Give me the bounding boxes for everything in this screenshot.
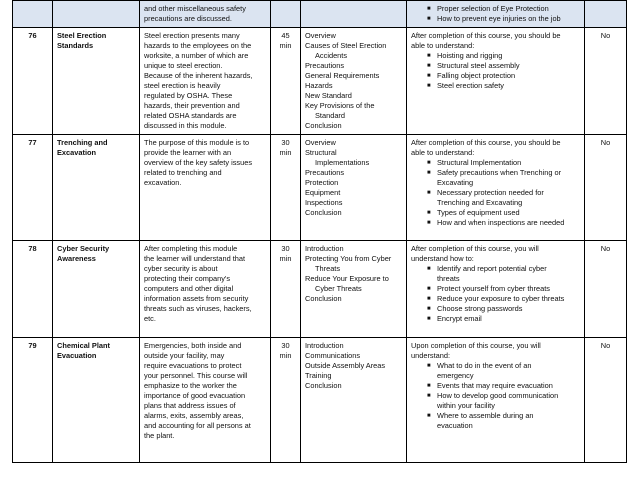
outline-item: Overview (305, 31, 336, 40)
objectives-intro: understand how to: (411, 254, 474, 263)
course-row (13, 338, 627, 463)
desc-line: After completing this module (144, 244, 238, 253)
title-line: Standards (57, 41, 94, 50)
desc-line: importance of good evacuation (144, 391, 246, 400)
objective-line: Events that may require evacuation (437, 381, 553, 390)
outline-item: Hazards (305, 81, 333, 90)
module-description (140, 28, 271, 135)
module-certificate: No (585, 135, 627, 241)
desc-line: and other miscellaneous safety (144, 4, 246, 13)
desc-line: excavation. (144, 178, 182, 187)
square-bullet-icon: ■ (427, 306, 431, 312)
course-row (13, 135, 627, 241)
outline-item: Accidents (315, 51, 348, 60)
desc-line: protecting their company's (144, 274, 231, 283)
outline-item: General Requirements (305, 71, 380, 80)
desc-line: The purpose of this module is to (144, 138, 250, 147)
desc-line: discussed in this module. (144, 121, 227, 130)
module-outline (301, 28, 407, 135)
objective-line: Protect yourself from cyber threats (437, 284, 550, 293)
module-title (53, 241, 140, 338)
title-line: Excavation (57, 148, 97, 157)
desc-line: steel erection is heavily (144, 81, 221, 90)
duration-line: min (279, 254, 292, 263)
module-duration (271, 338, 301, 463)
objective-line: Choose strong passwords (437, 304, 523, 313)
objective-line: Reduce your exposure to cyber threats (437, 294, 565, 303)
square-bullet-icon: ■ (427, 190, 431, 196)
course-row (13, 28, 627, 135)
outline-item: Precautions (305, 61, 345, 70)
objective-line: How and when inspections are needed (437, 218, 565, 227)
objective-line: Identify and report potential cyber (437, 264, 547, 273)
objective-item (411, 391, 580, 411)
desc-line: cyber security is about (144, 264, 218, 273)
outline-item: Conclusion (305, 208, 342, 217)
module-outline (301, 241, 407, 338)
objectives-list (411, 158, 580, 228)
outline-item: Training (305, 371, 332, 380)
desc-line: the plant. (144, 431, 175, 440)
outline-item: Equipment (305, 188, 341, 197)
desc-line: Steel erection presents many (144, 31, 240, 40)
outline-item: Conclusion (305, 121, 342, 130)
outline-item: Threats (315, 264, 341, 273)
objective-item (411, 218, 580, 228)
objective-line: emergency (437, 371, 474, 380)
duration-line: 45 (281, 31, 290, 40)
objective-line: How to develop good communication (437, 391, 559, 400)
continued-row (13, 1, 627, 28)
module-number: 76 (13, 28, 53, 135)
outline-item: Protecting You from Cyber (305, 254, 392, 263)
duration-line: 30 (281, 244, 290, 253)
square-bullet-icon: ■ (427, 83, 431, 89)
module-duration (271, 241, 301, 338)
objectives-list (411, 51, 580, 91)
desc-line: information assets from security (144, 294, 249, 303)
num-cell (13, 1, 53, 28)
square-bullet-icon: ■ (427, 16, 431, 22)
outline-item: Causes of Steel Erection (305, 41, 387, 50)
duration-line: 30 (281, 341, 290, 350)
objective-line: Steel erection safety (437, 81, 504, 90)
objective-item (411, 158, 580, 168)
square-bullet-icon: ■ (427, 316, 431, 322)
objective-item (411, 294, 580, 304)
square-bullet-icon: ■ (427, 53, 431, 59)
objective-line: Excavating (437, 178, 474, 187)
duration-cell (271, 1, 301, 28)
outline-item: Key Provisions of the (305, 101, 375, 110)
outline-item: Structural (305, 148, 337, 157)
module-certificate: No (585, 28, 627, 135)
certificate-cell (585, 1, 627, 28)
module-certificate: No (585, 338, 627, 463)
desc-line: related to trenching and (144, 168, 222, 177)
outline-item: Implementations (315, 158, 370, 167)
square-bullet-icon: ■ (427, 363, 431, 369)
module-title (53, 28, 140, 135)
objective-item (411, 314, 580, 324)
duration-line: min (279, 351, 292, 360)
outline-item: Introduction (305, 244, 344, 253)
course-table (12, 0, 627, 463)
objective-line: Trenching and Excavating (437, 198, 523, 207)
square-bullet-icon: ■ (427, 286, 431, 292)
module-objectives (407, 28, 585, 135)
square-bullet-icon: ■ (427, 413, 431, 419)
square-bullet-icon: ■ (427, 170, 431, 176)
objectives-intro: able to understand: (411, 148, 475, 157)
title-line: Trenching and (57, 138, 108, 147)
duration-line: min (279, 41, 292, 50)
outline-cell (301, 1, 407, 28)
objectives-intro: After completion of this course, you will (411, 244, 539, 253)
objective-line: Types of equipment used (437, 208, 520, 217)
objectives-intro: able to understand: (411, 41, 475, 50)
module-description (140, 241, 271, 338)
desc-line: the learner will understand that (144, 254, 246, 263)
desc-line: unique to steel erection. (144, 61, 223, 70)
square-bullet-icon: ■ (427, 160, 431, 166)
outline-item: Outside Assembly Areas (305, 361, 386, 370)
title-line: Cyber Security (57, 244, 110, 253)
module-outline (301, 135, 407, 241)
objective-item: ■ How to prevent eye injuries on the job (427, 14, 561, 23)
module-title (53, 135, 140, 241)
outline-item: New Standard (305, 91, 352, 100)
desc-line: require evacuations to protect (144, 361, 242, 370)
objective-item (411, 71, 580, 81)
square-bullet-icon: ■ (427, 210, 431, 216)
square-bullet-icon: ■ (427, 220, 431, 226)
module-description (140, 135, 271, 241)
desc-line: Emergencies, both inside and (144, 341, 242, 350)
desc-cell (140, 1, 271, 28)
objective-line: Where to assemble during an (437, 411, 534, 420)
objective-item (411, 51, 580, 61)
outline-item: Cyber Threats (315, 284, 362, 293)
module-certificate: No (585, 241, 627, 338)
objective-item (411, 264, 580, 284)
outline-item: Reduce Your Exposure to (305, 274, 389, 283)
outline-item: Overview (305, 138, 336, 147)
objective-line: What to do in the event of an (437, 361, 532, 370)
desc-line: emphasize to the worker the (144, 381, 237, 390)
duration-line: 30 (281, 138, 290, 147)
objective-item (411, 168, 580, 188)
module-duration (271, 135, 301, 241)
desc-line: Because of the inherent hazards, (144, 71, 253, 80)
module-objectives (407, 241, 585, 338)
title-line: Chemical Plant (57, 341, 110, 350)
square-bullet-icon: ■ (427, 266, 431, 272)
square-bullet-icon: ■ (427, 73, 431, 79)
outline-item: Inspections (305, 198, 343, 207)
square-bullet-icon: ■ (427, 383, 431, 389)
objective-line: Structural Implementation (437, 158, 522, 167)
title-line: Awareness (57, 254, 96, 263)
objective-item (411, 304, 580, 314)
desc-line: and accounting for all persons at (144, 421, 251, 430)
objective-line: Encrypt email (437, 314, 482, 323)
title-line: Steel Erection (57, 31, 107, 40)
objectives-intro: understand: (411, 351, 451, 360)
outline-item: Conclusion (305, 381, 342, 390)
square-bullet-icon: ■ (427, 63, 431, 69)
objective-item (411, 361, 580, 381)
outline-item: Introduction (305, 341, 344, 350)
desc-line: plans that address issues of (144, 401, 236, 410)
desc-line: etc. (144, 314, 156, 323)
module-objectives (407, 135, 585, 241)
desc-line: provide the learner with an (144, 148, 232, 157)
desc-line: computers and other digital (144, 284, 234, 293)
title-line: Evacuation (57, 351, 97, 360)
desc-line: threats such as viruses, hackers, (144, 304, 252, 313)
module-duration (271, 28, 301, 135)
desc-line: hazards, their prevention and (144, 101, 240, 110)
objective-item (411, 61, 580, 71)
objectives-list (411, 264, 580, 324)
objective-item (411, 188, 580, 208)
desc-line: worksite, a number of which are (144, 51, 249, 60)
module-description (140, 338, 271, 463)
square-bullet-icon: ■ (427, 296, 431, 302)
objectives-intro: After completion of this course, you should be (411, 31, 561, 40)
module-title (53, 338, 140, 463)
desc-line: precautions are discussed. (144, 14, 232, 23)
objectives-intro: After completion of this course, you should be (411, 138, 561, 147)
objective-item (411, 81, 580, 91)
outline-item: Communications (305, 351, 361, 360)
module-number: 78 (13, 241, 53, 338)
module-number: 79 (13, 338, 53, 463)
outline-item: Conclusion (305, 294, 342, 303)
objective-line: evacuation (437, 421, 473, 430)
square-bullet-icon: ■ (427, 393, 431, 399)
outline-item: Standard (315, 111, 345, 120)
course-row (13, 241, 627, 338)
objective-item (411, 284, 580, 294)
objective-item: ■ Proper selection of Eye Protection (427, 4, 549, 13)
outline-item: Precautions (305, 168, 345, 177)
objective-line: Safety precautions when Trenching or (437, 168, 562, 177)
objectives-cell (407, 1, 585, 28)
desc-line: overview of the key safety issues (144, 158, 253, 167)
desc-line: alarms, exits, assembly areas, (144, 411, 244, 420)
outline-item: Protection (305, 178, 339, 187)
module-outline (301, 338, 407, 463)
objective-line: Hoisting and rigging (437, 51, 503, 60)
desc-line: your personnel. This course will (144, 371, 248, 380)
objectives-list (411, 361, 580, 431)
objective-item (411, 411, 580, 431)
objective-item (411, 381, 580, 391)
desc-line: hazards to the employees on the (144, 41, 252, 50)
desc-line: regulated by OSHA. These (144, 91, 233, 100)
objectives-intro: Upon completion of this course, you will (411, 341, 541, 350)
desc-line: outside your facility, may (144, 351, 225, 360)
objective-line: within your facility (437, 401, 495, 410)
module-number: 77 (13, 135, 53, 241)
objective-line: Structural steel assembly (437, 61, 520, 70)
objective-line: threats (437, 274, 460, 283)
objective-line: Necessary protection needed for (437, 188, 544, 197)
objective-line: Falling object protection (437, 71, 516, 80)
objective-item (411, 208, 580, 218)
module-objectives (407, 338, 585, 463)
duration-line: min (279, 148, 292, 157)
square-bullet-icon: ■ (427, 6, 431, 12)
desc-line: related OSHA standards are (144, 111, 237, 120)
title-cell (53, 1, 140, 28)
